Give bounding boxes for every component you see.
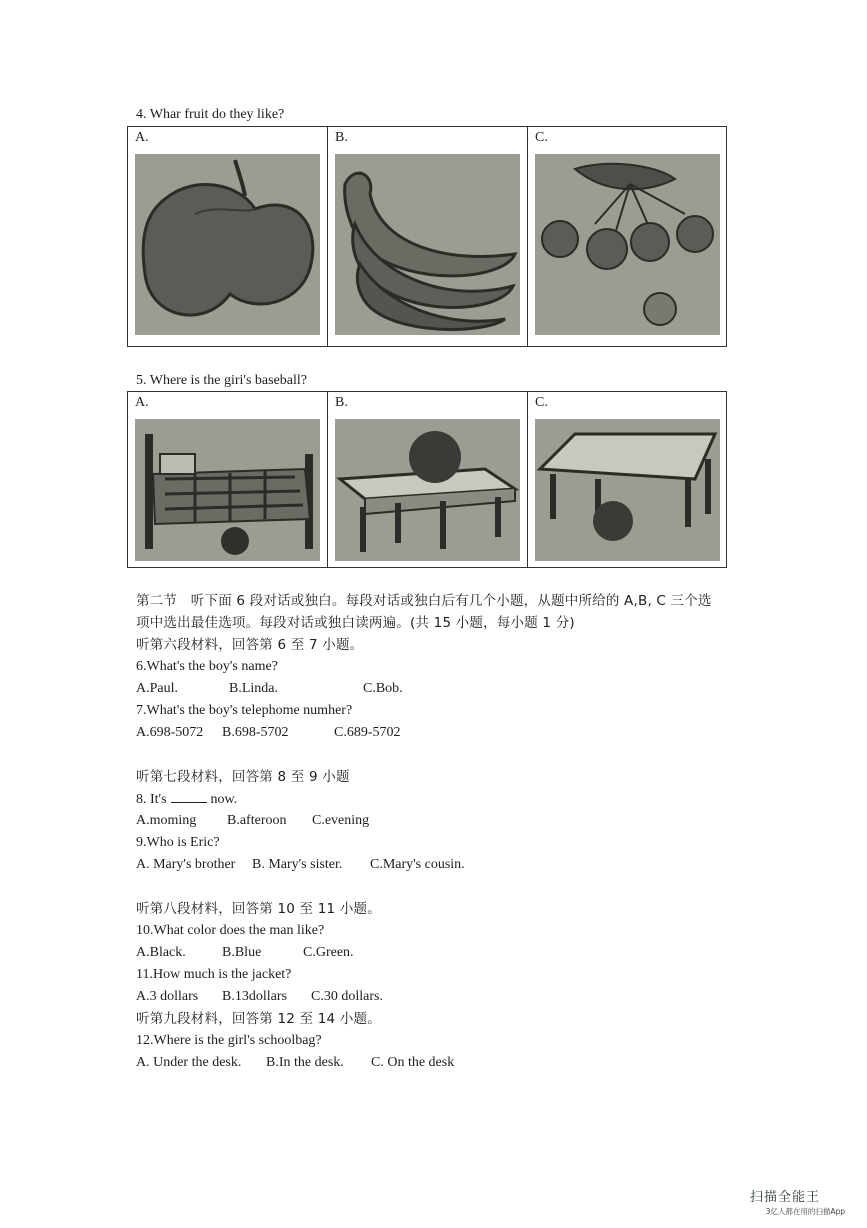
q10-option-a[interactable]: A.Black. [136, 945, 186, 960]
section2-heading-line1: 第二节 听下面 6 段对话或独白。每段对话或独白后有几个小题，从题中所给的 A,B, C 三个选 [136, 593, 712, 609]
q11-option-c[interactable]: C.30 dollars. [311, 989, 383, 1004]
q4-option-c[interactable] [528, 127, 726, 346]
passage8-intro: 听第八段材料，回答第 10 至 11 小题。 [136, 901, 381, 917]
strawberries-picture [535, 154, 720, 335]
section2-heading-line2: 项中选出最佳选项。每段对话或独白读两遍。(共 15 小题，每小题 1 分) [136, 615, 575, 631]
q8-text-before: 8. It's [136, 792, 167, 807]
q5-option-c[interactable] [528, 392, 726, 567]
scanner-tagline: 3亿人都在用的扫描App [765, 1207, 845, 1216]
q11-question: 11.How much is the jacket? [136, 967, 292, 982]
q6-option-a[interactable]: A.Paul. [136, 681, 178, 696]
q5-option-a[interactable] [128, 392, 328, 567]
ball-on-table-picture [335, 419, 520, 561]
bananas-picture [335, 154, 520, 335]
q9-option-a[interactable]: A. Mary's brother [136, 857, 236, 872]
passage7-intro: 听第七段材料，回答第 8 至 9 小题 [136, 769, 350, 785]
q4-options-table [127, 126, 727, 347]
q11-option-b[interactable]: B.13dollars [222, 989, 287, 1004]
ball-under-bed-picture [135, 419, 320, 561]
q12-option-c[interactable]: C. On the desk [371, 1055, 455, 1070]
q11-option-a[interactable]: A.3 dollars [136, 989, 199, 1004]
scanner-logo: 扫描全能王 [750, 1190, 821, 1205]
q7-question: 7.What's the boy's telephome numher? [136, 703, 353, 718]
apple-picture [135, 154, 320, 335]
q9-option-b[interactable]: B. Mary's sister. [252, 857, 343, 872]
q8-text-after: now. [210, 792, 238, 807]
q8-option-b[interactable]: B.afteroon [227, 813, 287, 828]
option-label: C. [535, 130, 548, 145]
q10-option-c[interactable]: C.Green. [303, 945, 354, 960]
q5-options-table [127, 391, 727, 568]
option-label: C. [535, 395, 548, 410]
q4-option-b[interactable] [328, 127, 528, 346]
q4-option-a[interactable] [128, 127, 328, 346]
q12-option-b[interactable]: B.In the desk. [266, 1055, 344, 1070]
q6-question: 6.What's the boy's name? [136, 659, 278, 674]
q12-question: 12.Where is the girl's schoolbag? [136, 1033, 322, 1048]
q8-option-a[interactable]: A.moming [136, 813, 197, 828]
q8-blank [171, 790, 207, 803]
passage9-intro: 听第九段材料，回答第 12 至 14 小题。 [136, 1011, 381, 1027]
q7-option-b[interactable]: B.698-5702 [222, 725, 289, 740]
passage6-intro: 听第六段材料，回答第 6 至 7 小题。 [136, 637, 364, 653]
option-label: B. [335, 130, 348, 145]
q5-option-b[interactable] [328, 392, 528, 567]
q6-option-b[interactable]: B.Linda. [229, 681, 278, 696]
option-label: B. [335, 395, 348, 410]
q6-option-c[interactable]: C.Bob. [363, 681, 403, 696]
q9-option-c[interactable]: C.Mary's cousin. [370, 857, 465, 872]
q8-option-c[interactable]: C.evening [312, 813, 370, 828]
q7-option-a[interactable]: A.698-5072 [136, 725, 204, 740]
ball-under-table-picture [535, 419, 720, 561]
q8-question [136, 790, 237, 809]
q4-question: 4. Whar fruit do they like? [136, 107, 285, 122]
scanner-watermark [750, 1186, 845, 1222]
q9-question: 9.Who is Eric? [136, 835, 220, 850]
q12-option-a[interactable]: A. Under the desk. [136, 1055, 242, 1070]
q10-question: 10.What color does the man like? [136, 923, 325, 938]
option-label: A. [135, 395, 149, 410]
option-label: A. [135, 130, 149, 145]
q10-option-b[interactable]: B.Blue [222, 945, 262, 960]
q7-option-c[interactable]: C.689-5702 [334, 725, 401, 740]
q5-question: 5. Where is the giri's baseball? [136, 373, 307, 388]
